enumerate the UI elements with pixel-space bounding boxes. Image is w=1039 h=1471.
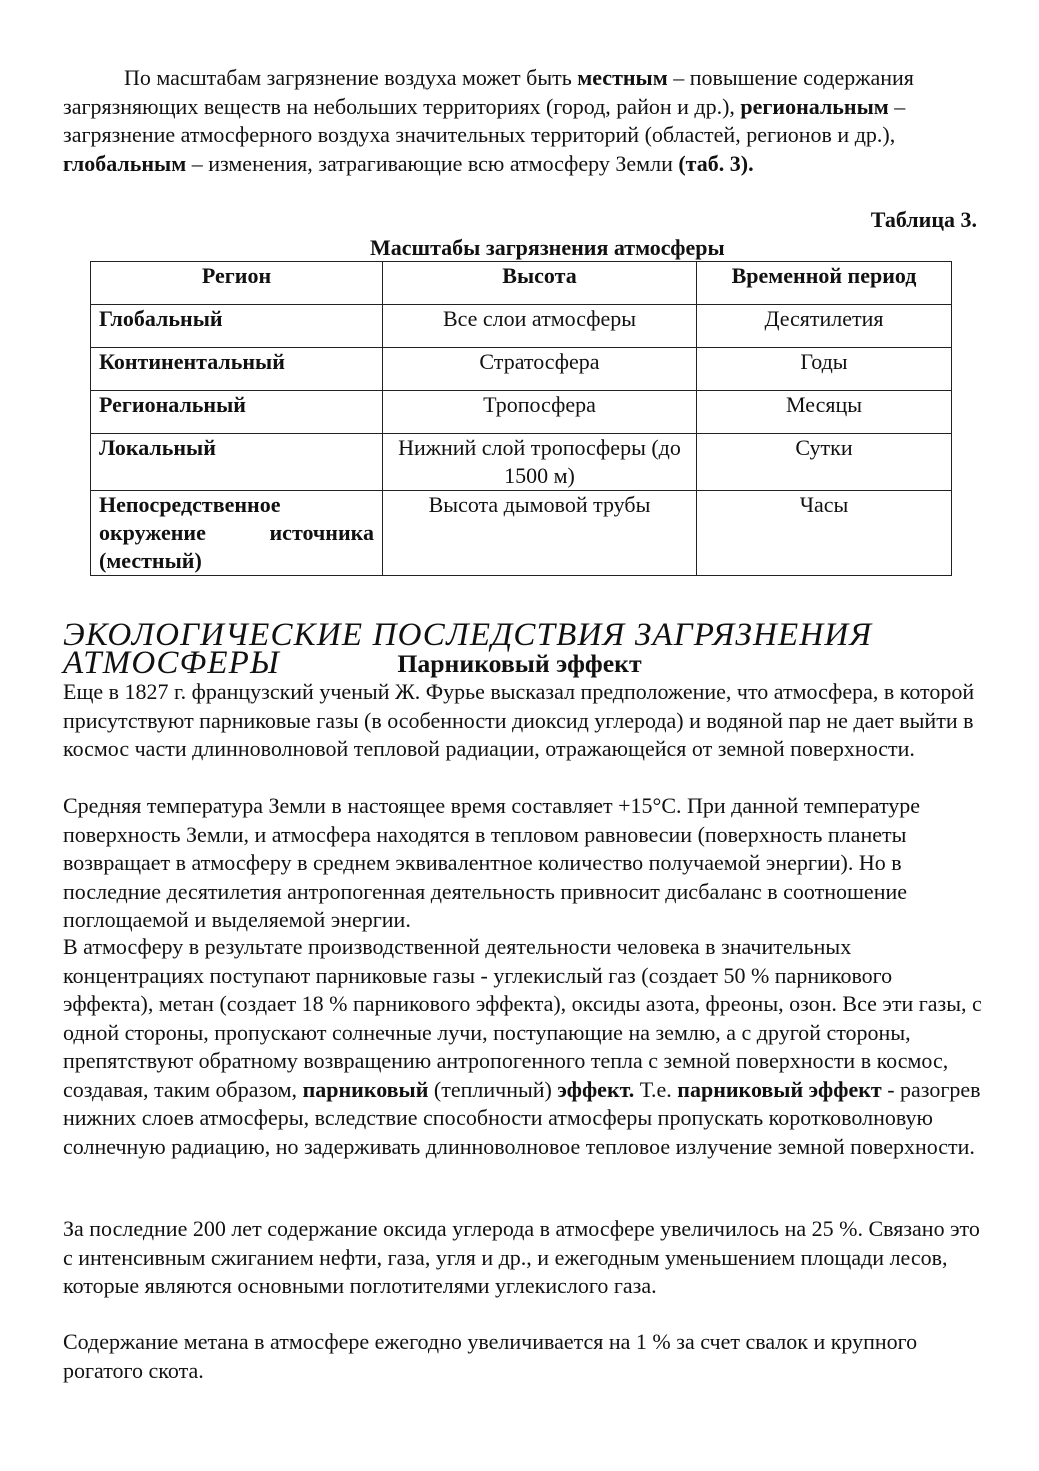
intro-table-ref: (таб. 3). [678, 150, 754, 176]
p3-text-4: - разогрев нижних слоев атмосферы, вследствие способности атмосферы пропускать коротковолновую солнечную радиацию, но задерживать длинноволновое тепловое излучение земной поверхности. [63, 1076, 981, 1159]
intro-bold-local: местным [577, 65, 668, 90]
section-title: ЭКОЛОГИЧЕСКИЕ ПОСЛЕДСТВИЯ ЗАГРЯЗНЕНИЯ АТМОСФЕРЫ [63, 617, 873, 681]
paragraph-temperature: Средняя температура Земли в настоящее время составляет +15°С. При данной температуре поверхность Земли, и атмосфера находятся в тепловом равновесии (поверхность планеты возвращает в атмосферу в среднем эквивалентное количество получаемой энергии). Но в последние десятилетия антропогенная деятельность привносит дисбаланс в соотношение поглощаемой и выделяемой энергии. [63, 793, 921, 932]
intro-bold-global: глобальным [63, 150, 187, 176]
paragraph-greenhouse-gases [63, 933, 983, 1161]
table-number: Таблица 3. [870, 207, 977, 232]
p3-bold-greenhouse-effect: парниковый эффект [677, 1076, 882, 1102]
pollution-scales-table [90, 261, 952, 576]
cell-region: Региональный [91, 391, 383, 434]
p3-bold-effect: эффект. [557, 1076, 635, 1102]
cell-height: Тропосфера [383, 391, 697, 434]
table-row [91, 305, 952, 348]
cell-period: Десятилетия [697, 305, 952, 348]
table-row [91, 491, 952, 576]
intro-text-1: По масштабам загрязнение воздуха может быть [124, 65, 578, 90]
intro-text-3: – загрязнение атмосферного воздуха значительных территорий (областей, регионов и др.), [63, 93, 906, 147]
table-row [91, 348, 952, 391]
table-header-row [91, 262, 952, 305]
intro-bold-regional: региональным [740, 93, 889, 119]
p3-text-3: Т.е. [634, 1076, 678, 1102]
cell-region: Глобальный [91, 305, 383, 348]
cell-height: Все слои атмосферы [383, 305, 697, 348]
cell-period: Годы [697, 348, 952, 391]
paragraph-fourier: Еще в 1827 г. французский ученый Ж. Фурье высказал предположение, что атмосфера, в которой присутствуют парниковые газы (в особенности диоксид углерода) и водяной пар не дает выйти в космос части длинноволновой тепловой радиации, отражающейся от земной поверхности. [63, 679, 975, 761]
cell-period: Сутки [697, 434, 952, 491]
paragraph-carbon-oxide: За последние 200 лет содержание оксида углерода в атмосфере увеличилось на 25 %. Связано это с интенсивным сжиганием нефти, газа, угля и др., и ежегодным уменьшением площади лесов, которые являются основными поглотителями углекислого газа. [63, 1216, 980, 1298]
intro-text-2: – повышение содержания загрязняющих веществ на небольших территориях (город, район и др.), [63, 65, 914, 119]
p3-text-2: (тепличный) [428, 1076, 558, 1102]
cell-height: Высота дымовой трубы [383, 491, 697, 576]
subsection-title: Парниковый эффект [397, 649, 642, 678]
table-title: Масштабы загрязнения атмосферы [370, 235, 725, 260]
cell-period: Месяцы [697, 391, 952, 434]
p3-text-1: В атмосферу в результате производственной деятельности человека в значительных концентрациях поступают парниковые газы - углекислый газ (создает 50 % парникового эффекта), метан (создает 18 % парникового эффекта), оксиды азота, фреоны, озон. Все эти газы, с одной стороны, пропускают солнечные лучи, поступающие на землю, а с другой стороны, препятствуют обратному возвращению антропогенного тепла с земной поверхности в космос, создавая, таким образом, [63, 934, 982, 1102]
intro-paragraph [63, 64, 983, 178]
cell-region: Локальный [91, 434, 383, 491]
cell-region: Непосредственное окружение источника (местный) [91, 491, 383, 576]
intro-text-4: – изменения, затрагивающие всю атмосферу Земли [186, 150, 679, 176]
p3-bold-greenhouse: парниковый [302, 1076, 429, 1102]
table-row [91, 434, 952, 491]
cell-region: Континентальный [91, 348, 383, 391]
header-period: Временной период [697, 262, 952, 305]
cell-height: Нижний слой тропосферы (до 1500 м) [383, 434, 697, 491]
cell-period: Часы [697, 491, 952, 576]
cell-height: Стратосфера [383, 348, 697, 391]
table-row [91, 391, 952, 434]
header-height: Высота [383, 262, 697, 305]
header-region: Регион [91, 262, 383, 305]
paragraph-methane: Содержание метана в атмосфере ежегодно увеличивается на 1 % за счет свалок и крупного рогатого скота. [63, 1329, 918, 1383]
